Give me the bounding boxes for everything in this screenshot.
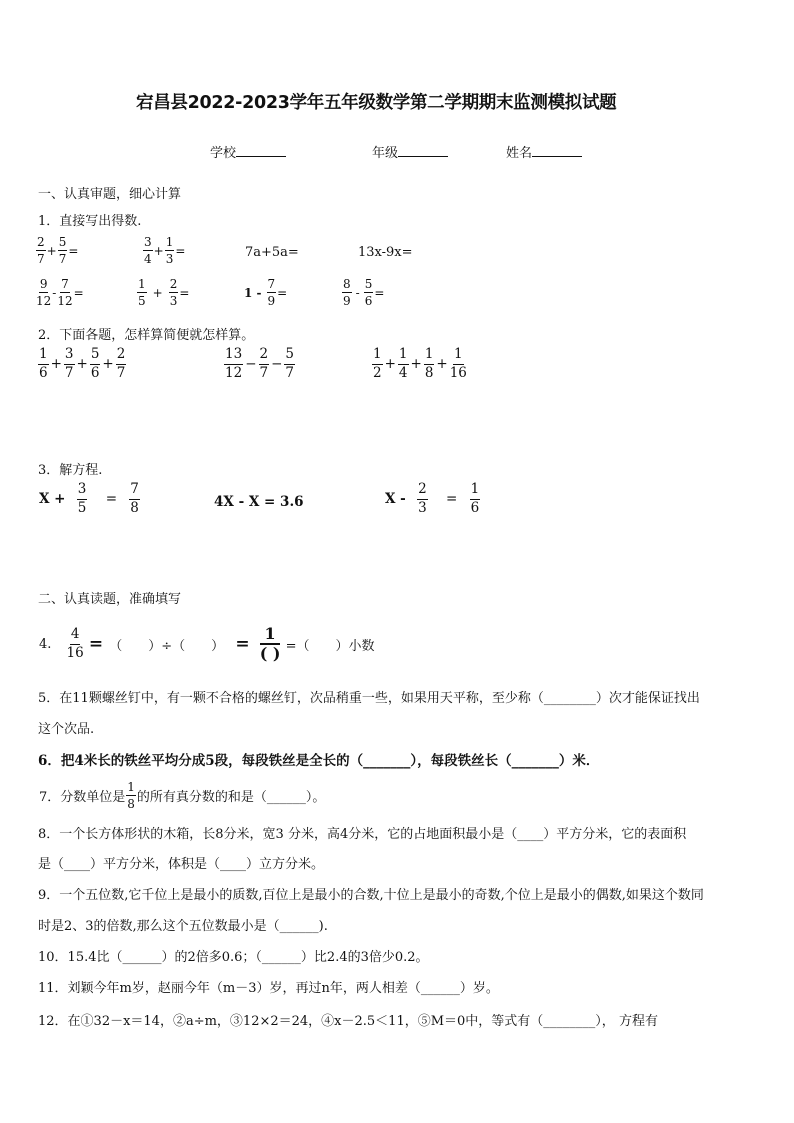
name-blank[interactable] [532, 144, 582, 157]
q2-expression-1 [38, 348, 126, 380]
fraction: $\frac{3}{7}$ [64, 346, 74, 381]
page-title: 宕昌县2022-2023学年五年级数学第二学期期末监测模拟试题 [136, 93, 617, 113]
q6: 6．把4米长的铁丝平均分成5段，每段铁丝是全长的（_______），每段铁丝长（_______）米． [38, 753, 600, 769]
operator: + [410, 356, 422, 372]
q1-e: $\frac{9}{12}$ - $\frac{7}{12}$ = [36, 277, 84, 308]
q9-line-1: 9．一个五位数,它千位上是最小的质数,百位上是最小的合数,十位上是最小的奇数,个位上是最小的偶数,如果这个数同 [38, 888, 704, 903]
section-1-heading: 一、认真审题，细心计算 [38, 187, 182, 202]
fraction: $\frac{5}{6}$ [90, 346, 100, 381]
q1-c: 7a+5a= [245, 245, 299, 260]
school-field [210, 142, 286, 161]
q3-equation-2: 4X - X = 3.6 [214, 494, 304, 510]
grade-blank[interactable] [398, 144, 448, 157]
fraction: $\frac{1}{2}$ [373, 346, 382, 381]
fraction: $\frac{1}{8}$ [424, 346, 434, 381]
operator: + [76, 356, 88, 372]
q1-h: $\frac{8}{9}$ - $\frac{5}{6}$ = [343, 277, 385, 308]
fraction: $\frac{2}{7}$ [116, 346, 126, 381]
operator: − [245, 356, 257, 372]
q3-equation-1: X + $\frac{3}{5}$ = $\frac{7}{8}$ [39, 481, 139, 516]
operator: + [50, 356, 62, 372]
q1-d: 13x-9x= [358, 245, 413, 260]
q10: 10．15.4比（______）的2倍多0.6；（______）比2.4的3倍少0.2。 [38, 950, 429, 965]
q1-g: 1 - $\frac{7}{9}$ = [244, 277, 288, 308]
grade-field [372, 142, 448, 161]
fraction: $\frac{1}{4}$ [398, 346, 408, 381]
operator: + [384, 356, 396, 372]
name-field [506, 142, 582, 161]
q2-expression-2 [224, 348, 295, 380]
fraction: $\frac{2}{7}$ [259, 346, 269, 381]
q4: 4. $\frac{4}{16}$ = （ ）÷（ ） = $\frac{1}{( )}$ =（ ）小数 [39, 624, 375, 663]
fraction: $\frac{1}{6}$ [39, 346, 48, 381]
grade-label: 年级 [372, 146, 399, 161]
q2-label: 2．下面各题，怎样算简便就怎样算。 [38, 328, 255, 343]
school-blank[interactable] [236, 144, 286, 157]
operator: − [271, 356, 283, 372]
q7: 7．分数单位是 $\frac{1}{8}$ 的所有真分数的和是（______）。 [39, 780, 326, 811]
q9-line-2: 时是2、3的倍数,那么这个五位数最小是（______). [38, 919, 328, 934]
q2-expression-3 [372, 348, 467, 380]
q8-line-1: 8．一个长方体形状的木箱，长8分米，宽3 分米，高4分米，它的占地面积最小是（____）平方分米，它的表面积 [38, 827, 687, 842]
q1-a: $\frac{2}{7}$ + $\frac{5}{7}$ = [37, 235, 79, 266]
q3-equation-3: X - $\frac{2}{3}$ = $\frac{1}{6}$ [385, 481, 480, 516]
section-2-heading: 二、认真读题，准确填写 [38, 592, 182, 607]
q5-line-1: 5．在11颗螺丝钉中，有一颗不合格的螺丝钉，次品稍重一些，如果用天平称，至少称（________）次才能保证找出 [38, 691, 700, 706]
q8-line-2: 是（____）平方分米，体积是（____）立方分米。 [38, 857, 325, 872]
q11: 11．刘颖今年m岁，赵丽今年（m－3）岁，再过n年，两人相差（______）岁。 [38, 981, 499, 996]
operator: + [102, 356, 114, 372]
operator: + [436, 356, 448, 372]
q5-line-2: 这个次品. [38, 722, 95, 737]
q1-f: $\frac{1}{5}$ + $\frac{2}{3}$ = [138, 277, 190, 308]
school-label: 学校 [210, 146, 237, 161]
q3-label: 3．解方程. [38, 463, 103, 478]
q1-b: $\frac{3}{4}$ + $\frac{1}{3}$ = [144, 235, 186, 266]
q12: 12．在①32－x＝14，②a÷m，③12×2＝24，④x－2.5＜11，⑤M＝0中，等式有（________）， 方程有 [38, 1014, 658, 1029]
q1-label: 1．直接写出得数. [38, 214, 142, 229]
fraction: $\frac{5}{7}$ [285, 346, 294, 381]
fraction: $\frac{1}{16}$ [449, 346, 467, 381]
name-label: 姓名 [506, 146, 533, 161]
fraction: $\frac{13}{12}$ [225, 346, 243, 381]
